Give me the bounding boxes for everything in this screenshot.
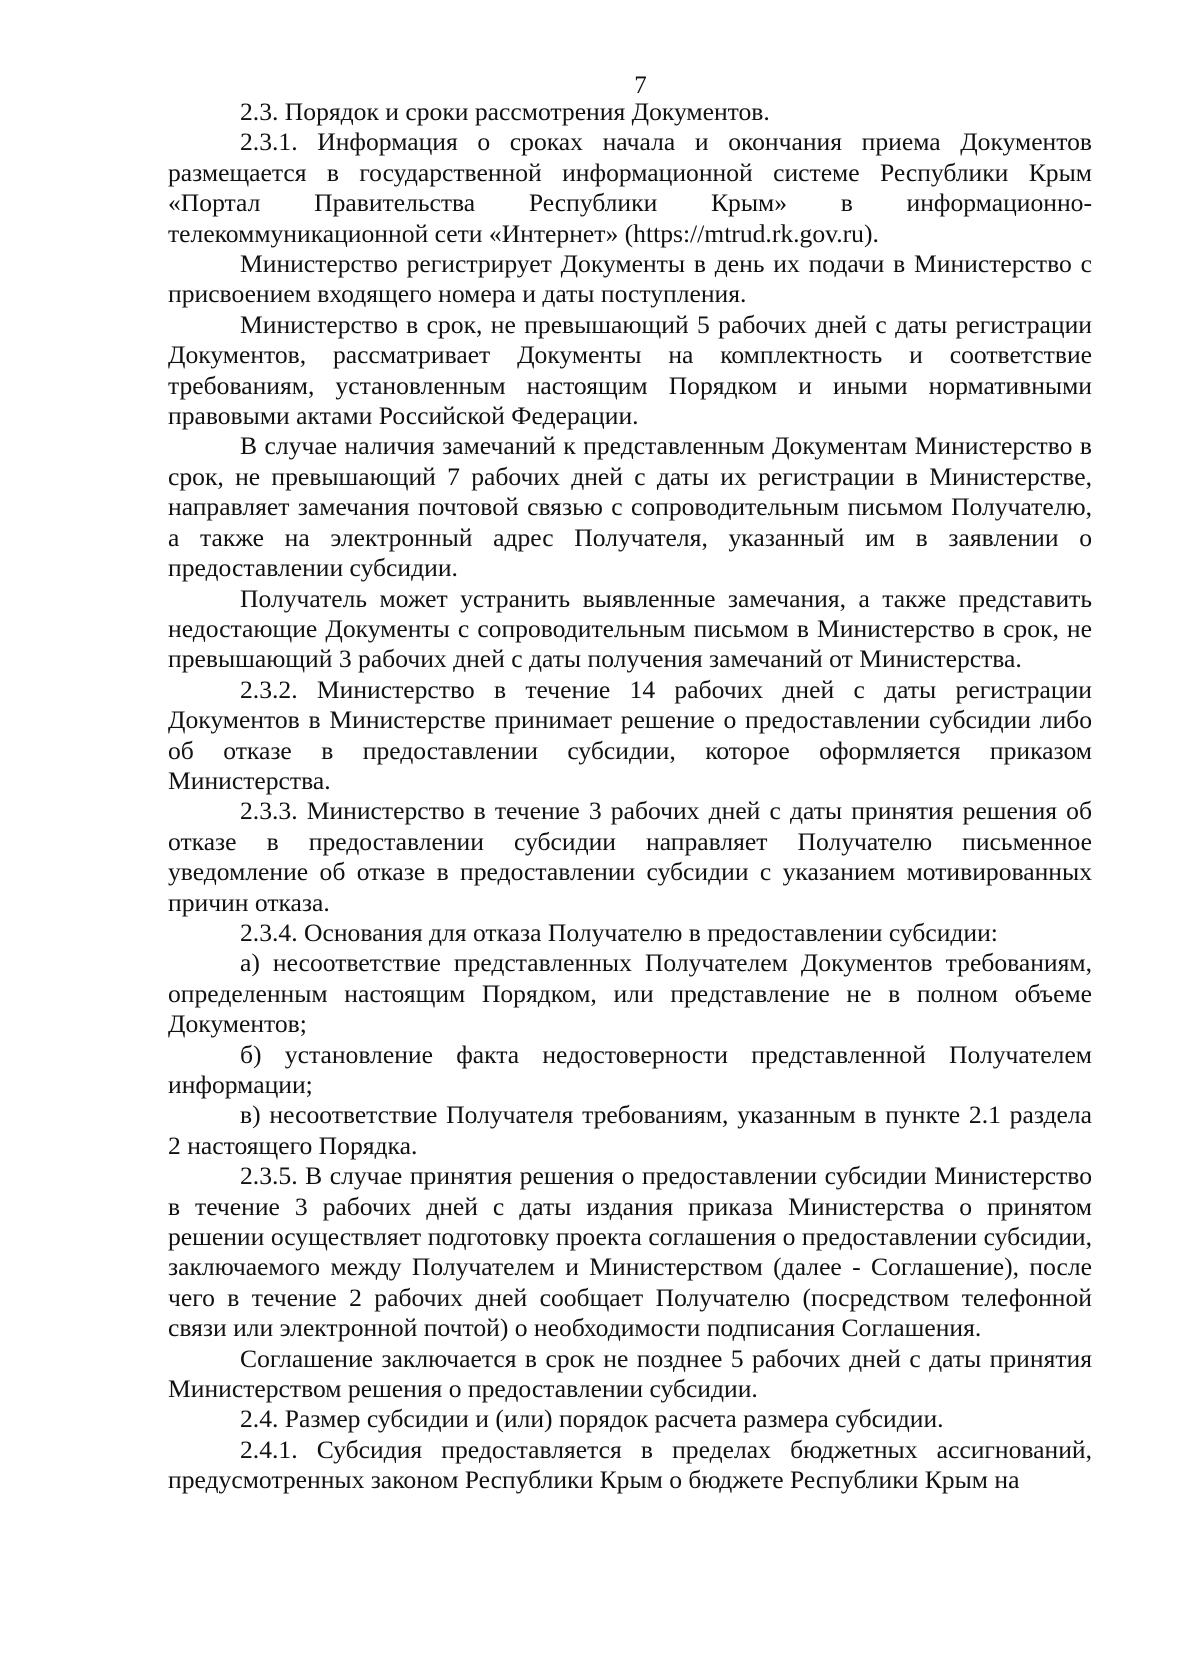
paragraph-2-3-3: 2.3.3. Министерство в течение 3 рабочих дней с даты принятия решения об отказе в предоставлении субсидии направляет Получателю письменное уведомление об отказе в предоставлении субсидии с указанием мотивированных причин отказа. <box>168 796 1092 917</box>
paragraph-corrections: Получатель может устранить выявленные замечания, а также представить недостающие Документы с сопроводительным письмом в Министерство в срок, не превышающий 3 рабочих дней с даты получения замечаний от Министерства. <box>168 583 1092 674</box>
paragraph-agreement: Соглашение заключается в срок не позднее 5 рабочих дней с даты принятия Министерством решения о предоставлении субсидии. <box>168 1343 1092 1404</box>
list-item-b: б) установление факта недостоверности представленной Получателем информации; <box>168 1039 1092 1099</box>
paragraph-remarks: В случае наличия замечаний к представленным Документам Министерство в срок, не превышающий 7 рабочих дней с даты их регистрации в Министерстве, направляет замечания почтовой связью с сопроводительным письмом Получателю, а также на электронный адрес Получателя, указанный им в заявлении о предоставлении субсидии. <box>168 431 1092 583</box>
paragraph-review-period: Министерство в срок, не превышающий 5 рабочих дней с даты регистрации Документов, рассматривает Документы на комплектность и соответствие требованиям, установленным настоящим Порядком и иными нормативными правовыми актами Российской Федерации. <box>168 309 1092 431</box>
paragraph-2-3-5: 2.3.5. В случае принятия решения о предоставлении субсидии Министерство в течение 3 рабочих дней с даты издания приказа Министерства о принятом решении осуществляет подготовку проекта соглашения о предоставлении субсидии, заключаемого между Получателем и Министерством (далее - Соглашение), после чего в течение 2 рабочих дней сообщает Получателю (посредством телефонной связи или электронной почтой) о необходимости подписания Соглашения. <box>168 1161 1092 1343</box>
paragraph-2-3-4: 2.3.4. Основания для отказа Получателю в предоставлении субсидии: <box>240 917 998 947</box>
paragraph-2-3-1: 2.3.1. Информация о сроках начала и окончания приема Документов размещается в государственной информационной системе Республики Крым «Портал Правительства Республики Крым» в информационно-телекоммуникационной сети «Интернет» (https://mtrud.rk.gov.ru). <box>168 127 1092 248</box>
paragraph-2-3-2: 2.3.2. Министерство в течение 14 рабочих дней с даты регистрации Документов в Министерстве принимает решение о предоставлении субсидии либо об отказе в предоставлении субсидии, которое оформляется приказом Министерства. <box>168 674 1092 795</box>
paragraph-registration: Министерство регистрирует Документы в день их подачи в Министерство с присвоением входящего номера и даты поступления. <box>168 249 1092 309</box>
document-body <box>168 97 1092 1496</box>
list-item-v: в) несоответствие Получателя требованиям, указанным в пункте 2.1 раздела 2 настоящего Порядка. <box>168 1100 1092 1160</box>
paragraph-2-4-1: 2.4.1. Субсидия предоставляется в пределах бюджетных ассигнований, предусмотренных законом Республики Крым о бюджете Республики Крым на <box>168 1434 1092 1495</box>
section-heading-2-4: 2.4. Размер субсидии и (или) порядок расчета размера субсидии. <box>240 1404 944 1434</box>
list-item-a: а) несоответствие представленных Получателем Документов требованиям, определенным настоящим Порядком, или представление не в полном объеме Документов; <box>168 948 1092 1039</box>
page-number: 7 <box>634 72 647 99</box>
section-heading-2-3: 2.3. Порядок и сроки рассмотрения Документов. <box>240 97 770 126</box>
